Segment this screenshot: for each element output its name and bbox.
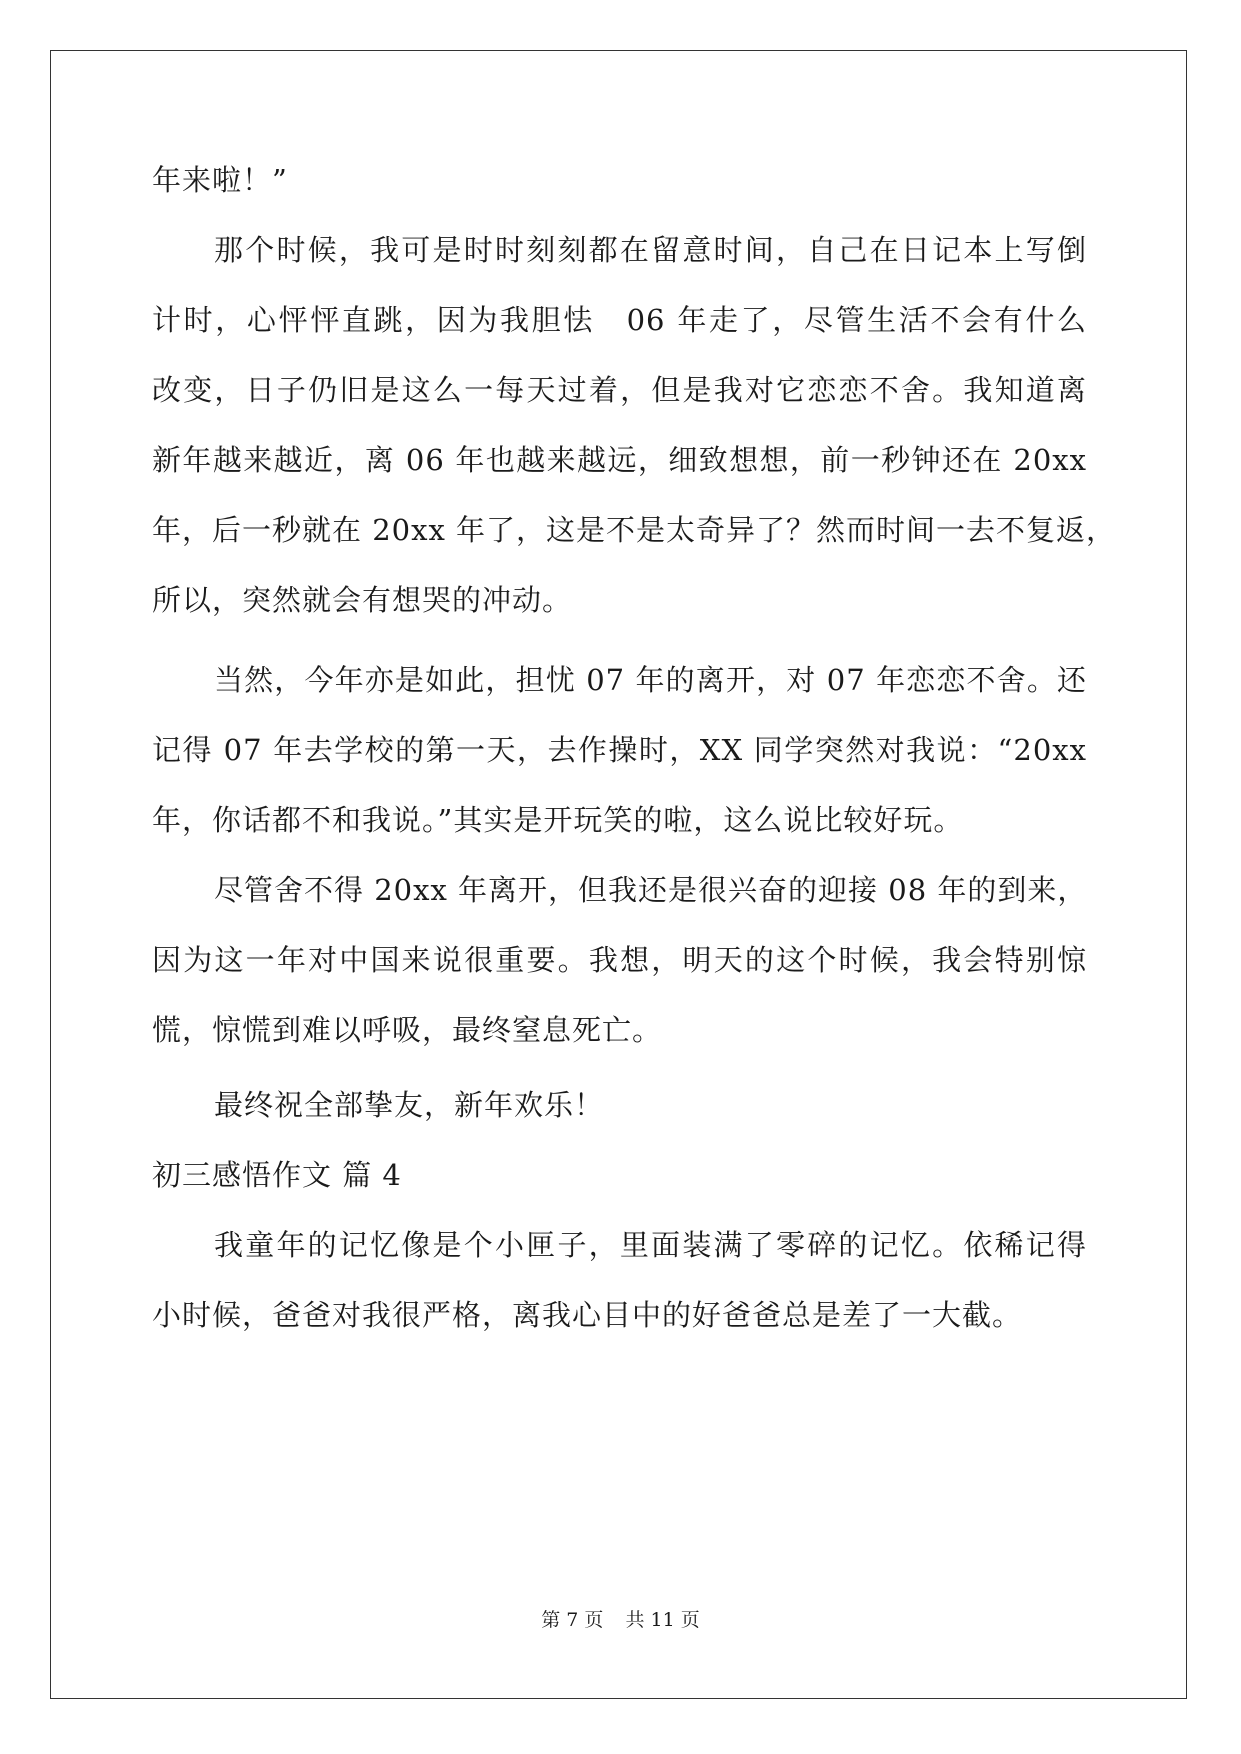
paragraph-line: 当然，今年亦是如此，担忧 07 年的离开，对 07 年恋恋不舍。还 [214,663,1087,697]
paragraph-line: 那个时候，我可是时时刻刻都在留意时间，自己在日记本上写倒 [214,233,1087,267]
text-line: 年，后一秒就在 20xx 年了，这是不是太奇异了？然而时间一去不复返， [152,513,1117,547]
text-line: 因为这一年对中国来说很重要。我想，明天的这个时候，我会特别惊 [152,943,1087,977]
section-heading: 初三感悟作文 篇 4 [152,1158,402,1192]
paragraph-line: 我童年的记忆像是个小匣子，里面装满了零碎的记忆。依稀记得 [214,1228,1087,1262]
page-number-current: 第 7 页 [541,1609,604,1631]
text-line: 小时候，爸爸对我很严格，离我心目中的好爸爸总是差了一大截。 [152,1298,1023,1332]
text-line: 慌，惊慌到难以呼吸，最终窒息死亡。 [152,1013,663,1047]
page-footer [0,1608,1241,1632]
text-line: 年来啦！” [152,163,288,197]
text-line: 计时，心怦怦直跳，因为我胆怯 06 年走了，尽管生活不会有什么 [152,303,1087,337]
text-line: 改变，日子仍旧是这么一每天过着，但是我对它恋恋不舍。我知道离 [152,373,1087,407]
text-line: 年，你话都不和我说。”其实是开玩笑的啦，这么说比较好玩。 [152,803,964,837]
paragraph-line: 尽管舍不得 20xx 年离开，但我还是很兴奋的迎接 08 年的到来， [214,873,1088,907]
text-line: 记得 07 年去学校的第一天，去作操时，XX 同学突然对我说：“20xx [152,733,1087,767]
text-line: 所以，突然就会有想哭的冲动。 [152,583,573,617]
text-line: 新年越来越近，离 06 年也越来越远，细致想想，前一秒钟还在 20xx [152,443,1087,477]
page-number-total: 共 11 页 [625,1609,700,1631]
paragraph-line: 最终祝全部挚友，新年欢乐！ [214,1088,605,1122]
